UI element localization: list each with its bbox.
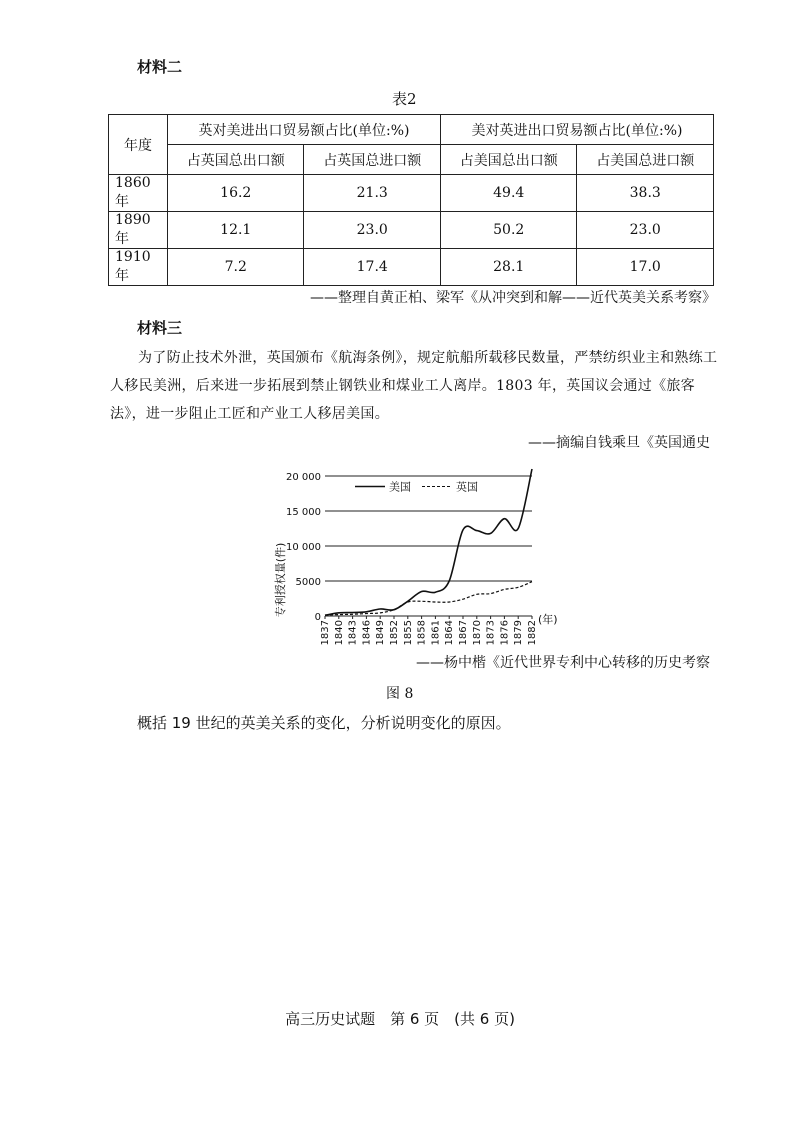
- table-row: [109, 249, 714, 286]
- series-line-usa: [325, 469, 532, 615]
- table-cell: 7.2: [168, 249, 304, 286]
- table-cell: 50.2: [440, 212, 576, 249]
- y-tick-label: 0: [314, 612, 321, 623]
- x-tick-label: 1858: [416, 620, 428, 646]
- y-tick-label: 20 000: [286, 472, 321, 483]
- chart-series: [325, 469, 532, 615]
- table-cell: 17.0: [577, 249, 714, 286]
- x-tick-label: 1846: [361, 620, 373, 646]
- y-tick-label: 15 000: [286, 507, 321, 518]
- y-axis-label: 专利授权量(件): [274, 542, 287, 618]
- x-axis-label: (年): [538, 613, 558, 626]
- table-cell: 16.2: [168, 175, 304, 212]
- material3-paragraph: 为了防止技术外泄，英国颁布《航海条例》，规定航船所载移民数量，严禁纺织业主和熟练工人移民美洲，后来进一步拓展到禁止钢铁业和煤业工人离岸。1803 年，英国议会通过《旅客法》，进一步阻止工匠和产业工人移居美国。: [110, 350, 718, 422]
- x-axis-ticks: [320, 616, 538, 645]
- group1-header: 英对美进出口贸易额占比(单位:%): [168, 115, 441, 145]
- x-tick-label: 1879: [513, 620, 525, 646]
- x-tick-label: 1855: [402, 620, 414, 646]
- trade-table: [108, 114, 714, 286]
- table-row: [109, 175, 714, 212]
- year-header: 年度: [109, 115, 168, 175]
- material3-heading: 材料三: [137, 319, 183, 337]
- series-line-uk: [325, 582, 532, 615]
- table-source: ——整理自黄正柏、梁军《从冲突到和解——近代英美关系考察》: [310, 290, 716, 306]
- x-tick-label: 1870: [471, 620, 483, 646]
- x-tick-label: 1843: [347, 620, 359, 646]
- material3-source: ——摘编自钱乘旦《英国通史: [528, 435, 710, 451]
- x-tick-label: 1867: [458, 620, 469, 646]
- figure-caption: 图 8: [386, 686, 414, 702]
- sub-header: 占美国总进口额: [577, 145, 714, 175]
- x-tick-label: 1876: [499, 620, 511, 646]
- x-tick-label: 1873: [485, 620, 497, 646]
- legend-label-usa: 美国: [389, 480, 411, 494]
- y-axis-ticks: [286, 472, 321, 623]
- row-year: 1910 年: [109, 249, 168, 286]
- x-tick-label: 1861: [430, 620, 442, 646]
- sub-header: 占英国总出口额: [168, 145, 304, 175]
- y-tick-label: 10 000: [286, 542, 321, 553]
- chart-grid: [325, 476, 532, 616]
- table-caption: 表2: [392, 90, 417, 108]
- patent-chart: [260, 462, 560, 662]
- x-tick-label: 1882: [527, 620, 538, 646]
- x-tick-label: 1849: [375, 620, 387, 646]
- table-cell: 28.1: [440, 249, 576, 286]
- row-year: 1860 年: [109, 175, 168, 212]
- y-tick-label: 5000: [295, 577, 321, 588]
- table-cell: 21.3: [304, 175, 441, 212]
- page-footer: 高三历史试题 第 6 页 (共 6 页): [285, 1010, 515, 1028]
- table-cell: 38.3: [577, 175, 714, 212]
- table-row: [109, 212, 714, 249]
- chart-legend: [355, 480, 478, 494]
- table-cell: 49.4: [440, 175, 576, 212]
- row-year: 1890 年: [109, 212, 168, 249]
- question-text: 概括 19 世纪的英美关系的变化，分析说明变化的原因。: [137, 714, 511, 732]
- table-cell: 17.4: [304, 249, 441, 286]
- sub-header: 占美国总出口额: [440, 145, 576, 175]
- table-cell: 23.0: [304, 212, 441, 249]
- legend-label-uk: 英国: [456, 480, 478, 494]
- x-tick-label: 1864: [444, 620, 456, 646]
- sub-header: 占英国总进口额: [304, 145, 441, 175]
- table-cell: 23.0: [577, 212, 714, 249]
- x-tick-label: 1837: [320, 620, 331, 646]
- group2-header: 美对英进出口贸易额占比(单位:%): [440, 115, 713, 145]
- material2-heading: 材料二: [137, 58, 183, 76]
- chart-source: ——杨中楷《近代世界专利中心转移的历史考察: [416, 655, 710, 671]
- table-cell: 12.1: [168, 212, 304, 249]
- x-tick-label: 1840: [333, 620, 345, 646]
- x-tick-label: 1852: [389, 620, 400, 646]
